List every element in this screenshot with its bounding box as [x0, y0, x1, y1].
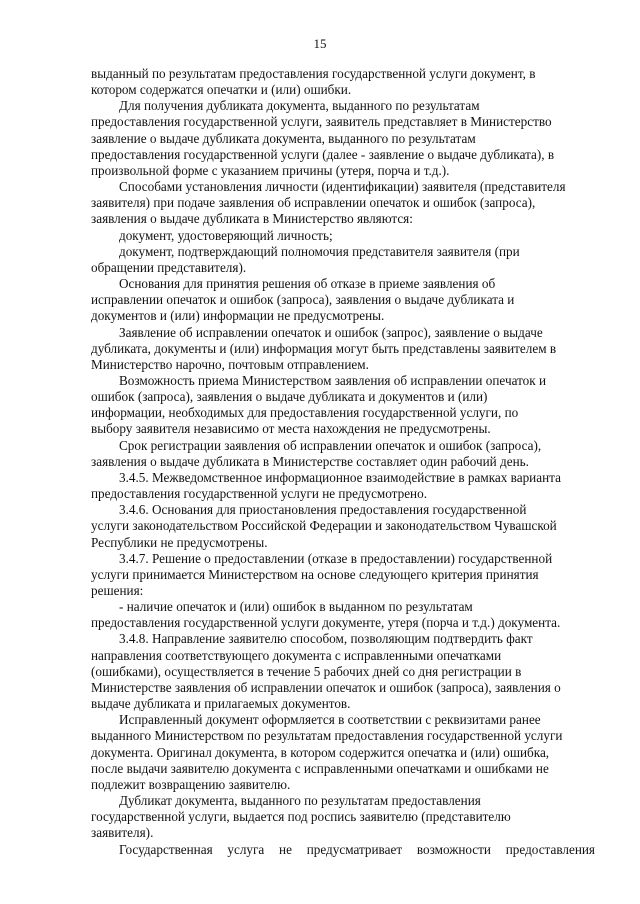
paragraph: Срок регистрации заявления об исправлении опечаток и ошибок (запроса), заявления о выдаче дубликата в Министерстве составляет один рабочий день.	[91, 437, 542, 469]
paragraph: - наличие опечаток и (или) ошибок в выданном по результатам предоставления государственной услуги документе, утеря (порча и т.д.) документа.	[91, 599, 561, 631]
paragraph: документ, подтверждающий полномочия представителя заявителя (при обращении представителя).	[91, 243, 520, 275]
paragraph: выданный по результатам предоставления государственной услуги документ, в котором содержатся опечатки и (или) ошибки.	[91, 66, 536, 98]
paragraph: 3.4.7. Решение о предоставлении (отказе в предоставлении) государственной услуги принимается Министерством на основе следующего критерия принятия решения:	[91, 550, 553, 598]
paragraph: 3.4.5. Межведомственное информационное взаимодействие в рамках варианта предоставления государственной услуги не предусмотрено.	[91, 469, 561, 502]
paragraph: Для получения дубликата документа, выданного по результатам предоставления государственной услуги, заявитель представляет в Министерство заявление о выдаче дубликата документа, выданного по результатам предоставления государственной услуги (далее - заявление о выдаче дубликата), в произвольной форме с указанием причины (утеря, порча и т.д.).	[91, 98, 555, 178]
paragraph: Государственная услуга не предусматривает возможности предоставления	[119, 841, 595, 857]
page-number: 15	[313, 36, 327, 51]
paragraph: Основания для принятия решения об отказе в приеме заявления об исправлении опечаток и ошибок (запроса), заявления о выдаче дубликата и документов и (или) информации не предусмотрены.	[91, 276, 515, 324]
paragraph: Дубликат документа, выданного по результатам предоставления государственной услуги, выдается под роспись заявителю (представителю заявителя).	[91, 793, 511, 841]
paragraph: документ, удостоверяющий личность;	[119, 227, 333, 243]
paragraph: Способами установления личности (идентификации) заявителя (представителя заявителя) при подаче заявления об исправлении опечаток и ошибок (запроса), заявления о выдаче дубликата в Министерство являются:	[91, 179, 566, 227]
paragraph: Заявление об исправлении опечаток и ошибок (запрос), заявление о выдаче дубликата, документы и (или) информация могут быть представлены заявителем в Министерство нарочно, почтовым отправлением.	[91, 324, 557, 372]
paragraph: Исправленный документ оформляется в соответствии с реквизитами ранее выданного Министерством по результатам предоставления государственной услуги документа. Оригинал документа, в котором содержится опечатка и (или) ошибка, после выдачи заявителю документа с исправленными опечатками и ошибками не подлежит возвращению заявителю.	[91, 712, 563, 792]
paragraph: 3.4.6. Основания для приостановления предоставления государственной услуги законодательством Российской Федерации и законодательством Чувашской Республики не предусмотрены.	[91, 502, 557, 550]
document-body	[91, 66, 595, 858]
paragraph: 3.4.8. Направление заявителю способом, позволяющим подтвердить факт направления соответствующего документа с исправленными опечатками (ошибками), осуществляется в течение 5 рабочих дней со дня регистрации в Министерстве заявления об исправлении опечаток и ошибок (запроса), заявления о выдаче дубликата и прилагаемых документов.	[91, 631, 561, 712]
paragraph: Возможность приема Министерством заявления об исправлении опечаток и ошибок (запроса), заявления о выдаче дубликата и документов и (или) информации, необходимых для предоставления государственной услуги, по выбору заявителя независимо от места нахождения не предусмотрены.	[91, 372, 547, 437]
